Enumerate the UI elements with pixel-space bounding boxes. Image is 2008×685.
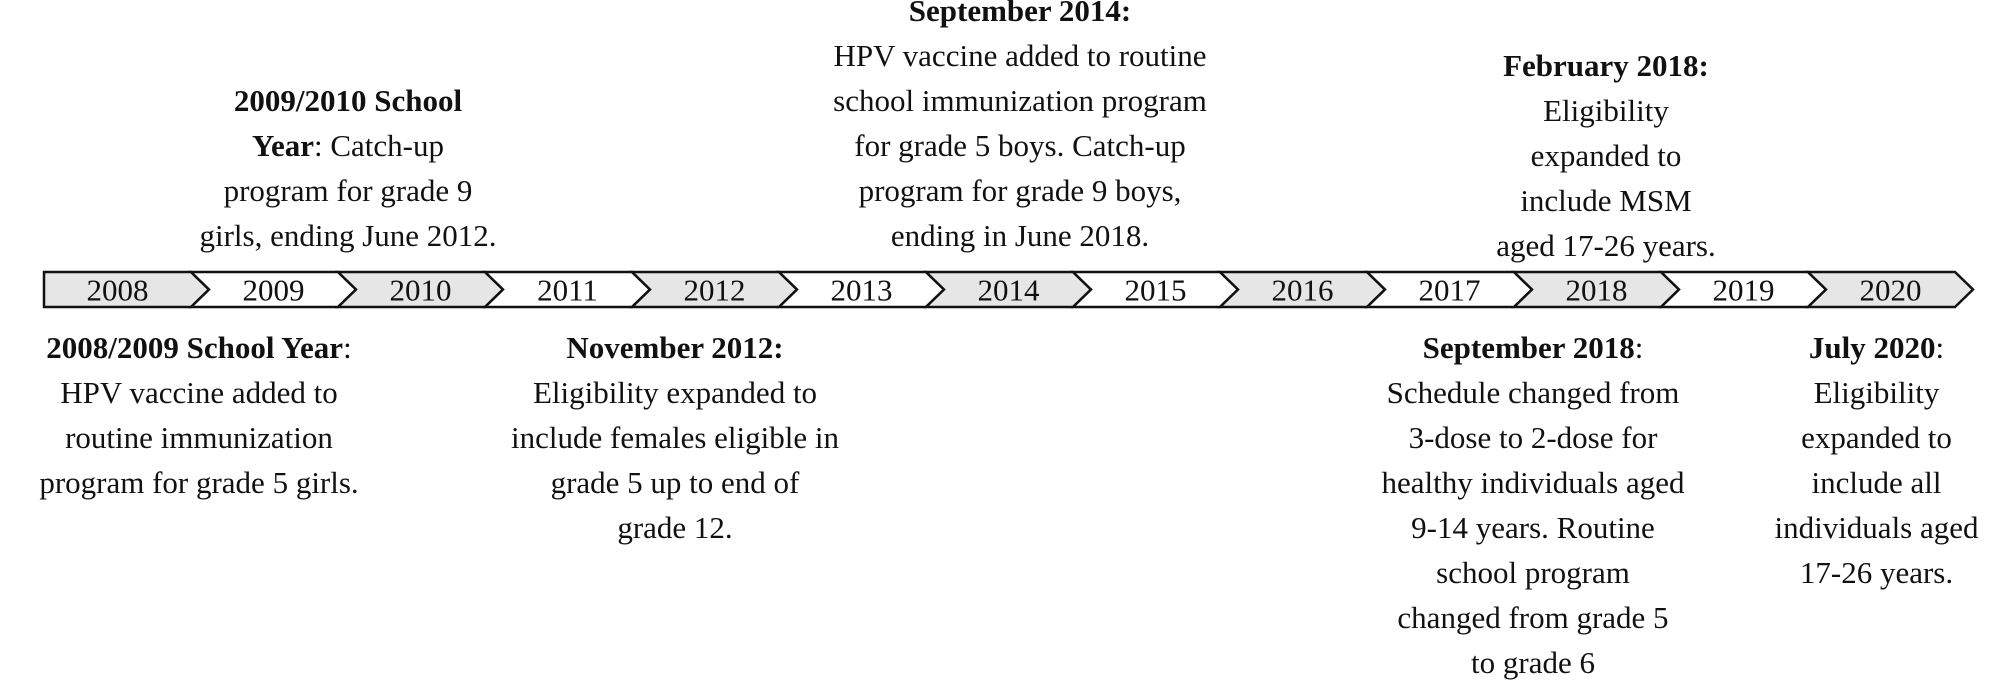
- event-february-2018: [1461, 43, 1751, 268]
- year-label-2010: 2010: [389, 272, 452, 308]
- event-date: 2008/2009 School Year: [46, 330, 344, 365]
- year-label-2019: 2019: [1712, 272, 1775, 308]
- event-september-2014: [770, 0, 1270, 258]
- year-label-2009: 2009: [242, 272, 305, 308]
- event-date: February 2018:: [1503, 48, 1709, 83]
- event-date: November 2012:: [566, 330, 784, 365]
- event-description: : Catch-up program for grade 9 girls, ending June 2012.: [199, 128, 497, 253]
- event-description: Eligibility expanded to include females eligible in grade 5 up to end of grade 12.: [511, 375, 839, 545]
- year-label-2012: 2012: [683, 272, 746, 308]
- event-date: September 2014:: [908, 0, 1132, 28]
- year-label-2013: 2013: [830, 272, 893, 308]
- year-label-2017: 2017: [1418, 272, 1481, 308]
- event-date: September 2018: [1422, 330, 1635, 365]
- year-label-2018: 2018: [1565, 272, 1628, 308]
- year-label-2008: 2008: [86, 272, 149, 308]
- event-2008-2009-school-year: [0, 325, 398, 505]
- year-label-2011: 2011: [537, 272, 598, 308]
- year-label-2015: 2015: [1124, 272, 1187, 308]
- event-november-2012: [468, 325, 882, 550]
- event-july-2020: [1745, 325, 2008, 595]
- event-description: : Schedule changed from 3-dose to 2-dose for healthy individuals aged 9-14 years. Routine school program changed from grade 5 to grade 6: [1381, 330, 1685, 680]
- event-2009-2010-school-year: [168, 78, 528, 258]
- year-label-2014: 2014: [977, 272, 1040, 308]
- event-description: Eligibility expanded to include MSM aged 17-26 years.: [1496, 93, 1716, 263]
- event-september-2018: [1333, 325, 1733, 685]
- event-description: : HPV vaccine added to routine immunization program for grade 5 girls.: [39, 330, 359, 500]
- year-label-2016: 2016: [1271, 272, 1334, 308]
- event-date: 2009/2010 School Year: [233, 83, 463, 163]
- event-date: July 2020: [1808, 330, 1936, 365]
- year-label-2020: 2020: [1859, 272, 1922, 308]
- event-description: : Eligibility expanded to include all individuals aged 17-26 years.: [1774, 330, 1979, 590]
- event-description: HPV vaccine added to routine school immunization program for grade 5 boys. Catch-up program for grade 9 boys, ending in June 2018.: [833, 38, 1207, 253]
